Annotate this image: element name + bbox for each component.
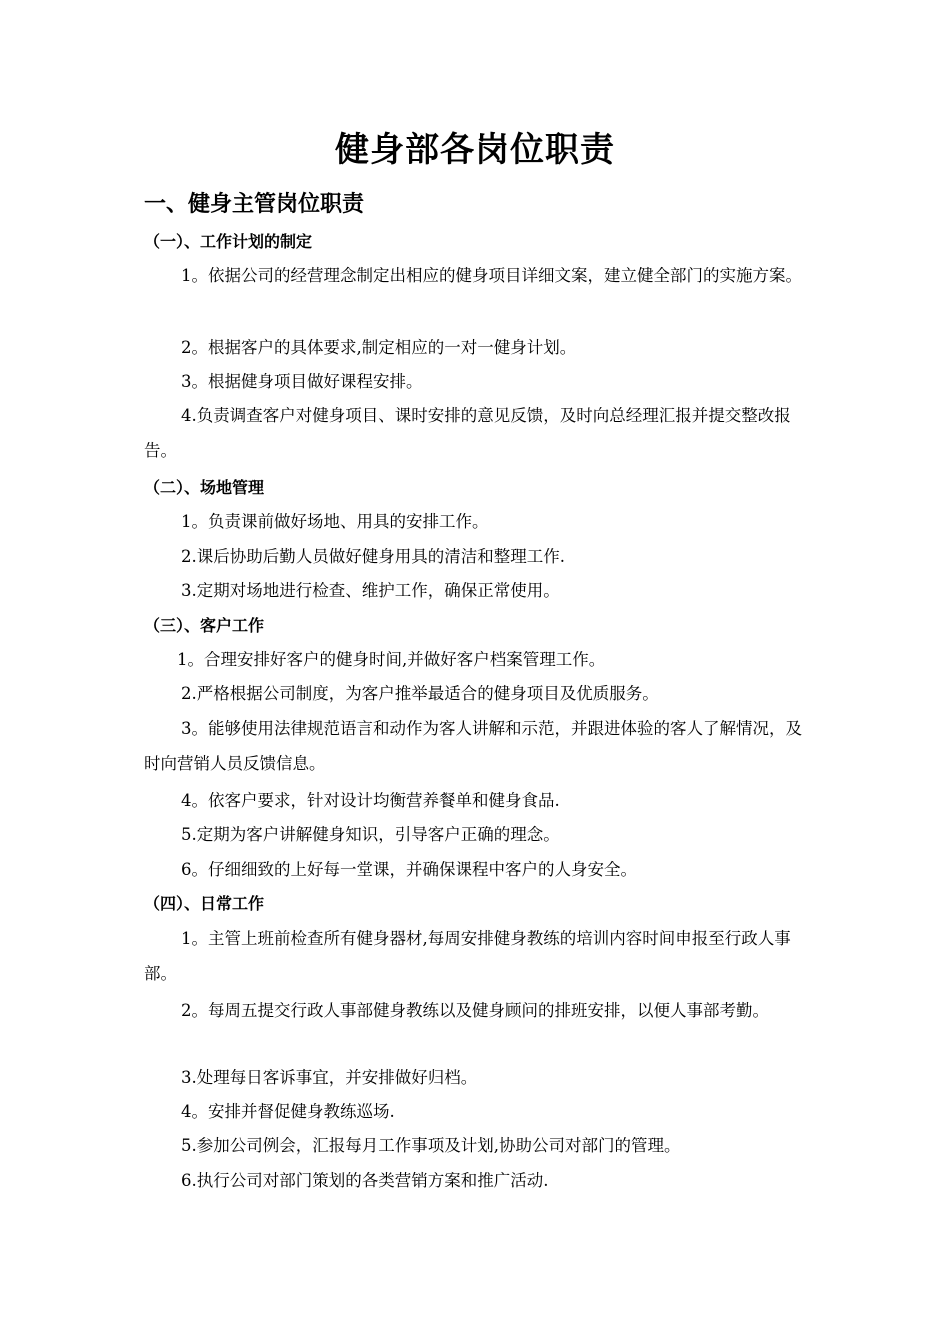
paragraph: 3。能够使用法律规范语言和动作为客人讲解和示范，并跟进体验的客人了解情况，及时向营销人员反馈信息。 xyxy=(144,719,802,773)
paragraph: 5.参加公司例会，汇报每月工作事项及计划,协助公司对部门的管理。 xyxy=(181,1136,681,1155)
subsection-heading-clients: （三）、客户工作 xyxy=(144,616,265,635)
paragraph: 2.课后协助后勤人员做好健身用具的清洁和整理工作. xyxy=(181,547,565,566)
document-title: 健身部各岗位职责 xyxy=(335,130,615,170)
paragraph: 2。根据客户的具体要求,制定相应的一对一健身计划。 xyxy=(181,338,577,357)
paragraph: 1。负责课前做好场地、用具的安排工作。 xyxy=(181,512,489,531)
paragraph: 3.定期对场地进行检查、维护工作，确保正常使用。 xyxy=(181,581,560,600)
section-heading: 一、健身主管岗位职责 xyxy=(144,192,365,217)
paragraph: 6.执行公司对部门策划的各类营销方案和推广活动. xyxy=(181,1171,549,1190)
paragraph: 1。依据公司的经营理念制定出相应的健身项目详细文案，建立健全部门的实施方案。 xyxy=(181,266,802,285)
paragraph: 4.负责调查客户对健身项目、课时安排的意见反馈，及时向总经理汇报并提交整改报告。 xyxy=(144,406,791,460)
subsection-heading-daily: （四）、日常工作 xyxy=(144,894,265,913)
paragraph: 3.处理每日客诉事宜，并安排做好归档。 xyxy=(181,1068,478,1087)
paragraph: 4。安排并督促健身教练巡场. xyxy=(181,1102,395,1121)
paragraph: 5.定期为客户讲解健身知识，引导客户正确的理念。 xyxy=(181,825,560,844)
paragraph: 2。每周五提交行政人事部健身教练以及健身顾问的排班安排，以便人事部考勤。 xyxy=(181,1001,769,1020)
subsection-heading-plan: （一）、工作计划的制定 xyxy=(144,232,313,251)
subsection-heading-venue: （二）、场地管理 xyxy=(144,478,265,497)
paragraph: 6。仔细细致的上好每一堂课，并确保课程中客户的人身安全。 xyxy=(181,860,637,879)
paragraph: 2.严格根据公司制度，为客户推举最适合的健身项目及优质服务。 xyxy=(181,684,659,703)
paragraph: 4。依客户要求，针对设计均衡营养餐单和健身食品. xyxy=(181,791,560,810)
paragraph: 3。根据健身项目做好课程安排。 xyxy=(181,372,423,391)
paragraph: 1。合理安排好客户的健身时间,并做好客户档案管理工作。 xyxy=(177,650,606,669)
paragraph: 1。主管上班前检查所有健身器材,每周安排健身教练的培训内容时间申报至行政人事部。 xyxy=(144,929,791,983)
